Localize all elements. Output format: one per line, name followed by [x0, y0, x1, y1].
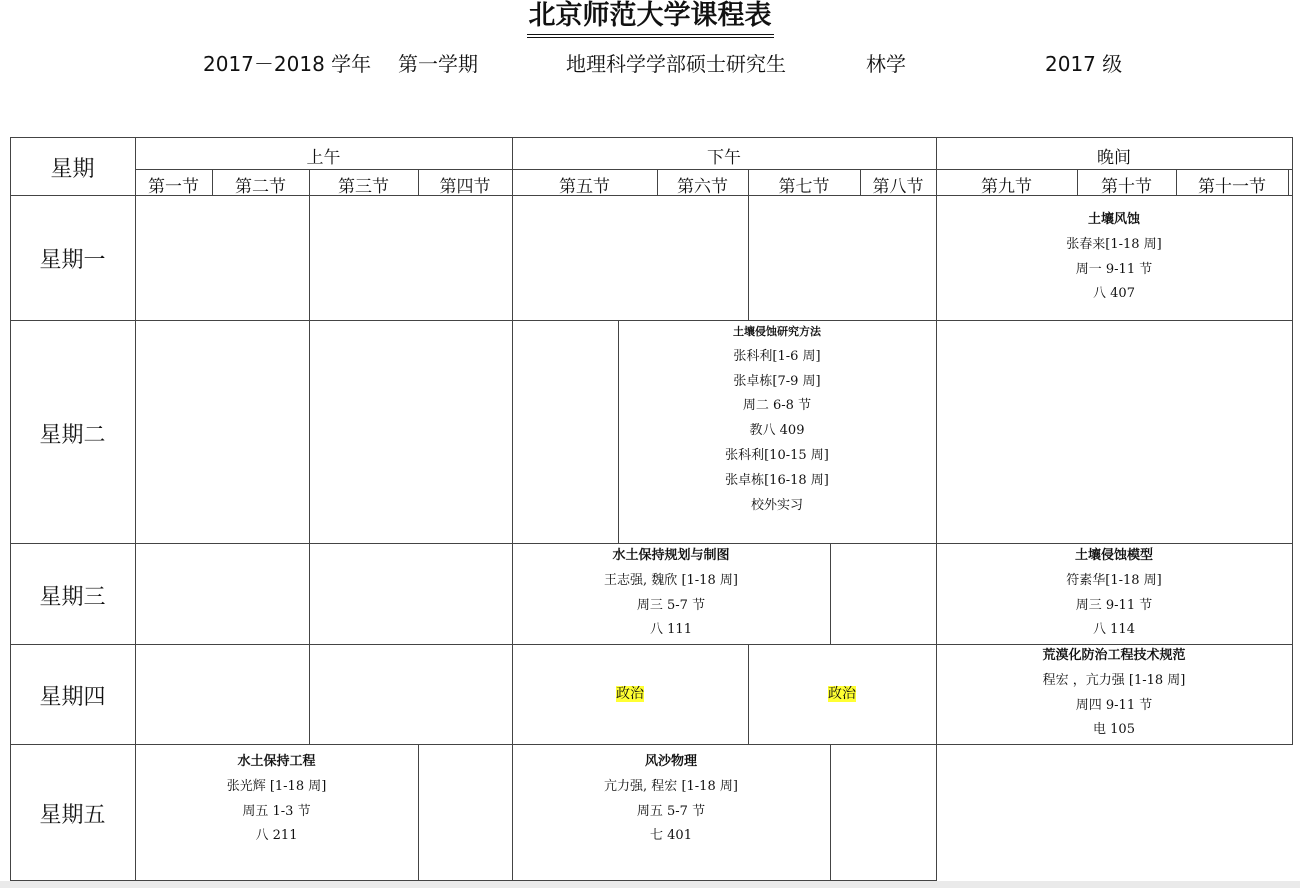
course-thu-evening: 荒漠化防治工程技术规范 程宏 ，亢力强 [1-18 周] 周四 9-11 节 电 105	[1042, 648, 1186, 738]
course-fri-morning: 水土保持工程 张光辉 [1-18 周] 周五 1-3 节 八 211	[226, 754, 327, 844]
course-thu-politics-2: 政治	[828, 686, 856, 702]
day-thursday: 星期四	[39, 685, 106, 710]
academic-year: 2017－2018 学年	[203, 52, 372, 76]
period-6-header: 第六节	[677, 177, 728, 197]
period-4-header: 第四节	[439, 177, 491, 197]
course-fri-afternoon: 风沙物理 亢力强, 程宏 [1-18 周] 周五 5-7 节 七 401	[604, 754, 738, 844]
course-mon-evening: 土壤风蚀 张春来[1-18 周] 周一 9-11 节 八 407	[1066, 212, 1162, 302]
period-10-header: 第十节	[1101, 177, 1152, 197]
page-title: 北京师范大学课程表	[0, 0, 1300, 38]
grade: 2017 级	[1045, 52, 1123, 76]
department: 地理科学学部硕士研究生	[566, 52, 786, 76]
period-5-header: 第五节	[559, 177, 610, 197]
weekday-header: 星期	[50, 157, 95, 182]
period-3-header: 第三节	[338, 177, 389, 197]
day-tuesday: 星期二	[39, 423, 106, 448]
day-friday: 星期五	[39, 803, 106, 828]
period-8-header: 第八节	[872, 177, 924, 197]
period-1-header: 第一节	[148, 177, 199, 197]
day-monday: 星期一	[39, 248, 106, 273]
morning-header: 上午	[306, 148, 341, 168]
day-wednesday: 星期三	[39, 585, 106, 610]
course-wed-evening: 土壤侵蚀模型 符素华[1-18 周] 周三 9-11 节 八 114	[1066, 548, 1162, 638]
evening-header: 晚间	[1097, 148, 1131, 168]
period-9-header: 第九节	[981, 177, 1032, 197]
course-tue-afternoon: 土壤侵蚀研究方法 张科利[1-6 周] 张卓栋[7-9 周] 周二 6-8 节 教八 409 张科利[10-15 周] 张卓栋[16-18 周] 校外实习	[725, 325, 829, 513]
course-wed-afternoon: 水土保持规划与制图 王志强, 魏欣 [1-18 周] 周三 5-7 节 八 111	[604, 548, 738, 638]
major: 林学	[866, 52, 906, 76]
period-7-header: 第七节	[778, 177, 830, 197]
afternoon-header: 下午	[707, 148, 741, 168]
period-11-header: 第十一节	[1198, 177, 1266, 197]
period-2-header: 第二节	[235, 177, 286, 197]
page-bottom-edge	[0, 881, 1300, 888]
semester: 第一学期	[398, 52, 478, 76]
course-thu-politics-1: 政治	[616, 686, 644, 702]
